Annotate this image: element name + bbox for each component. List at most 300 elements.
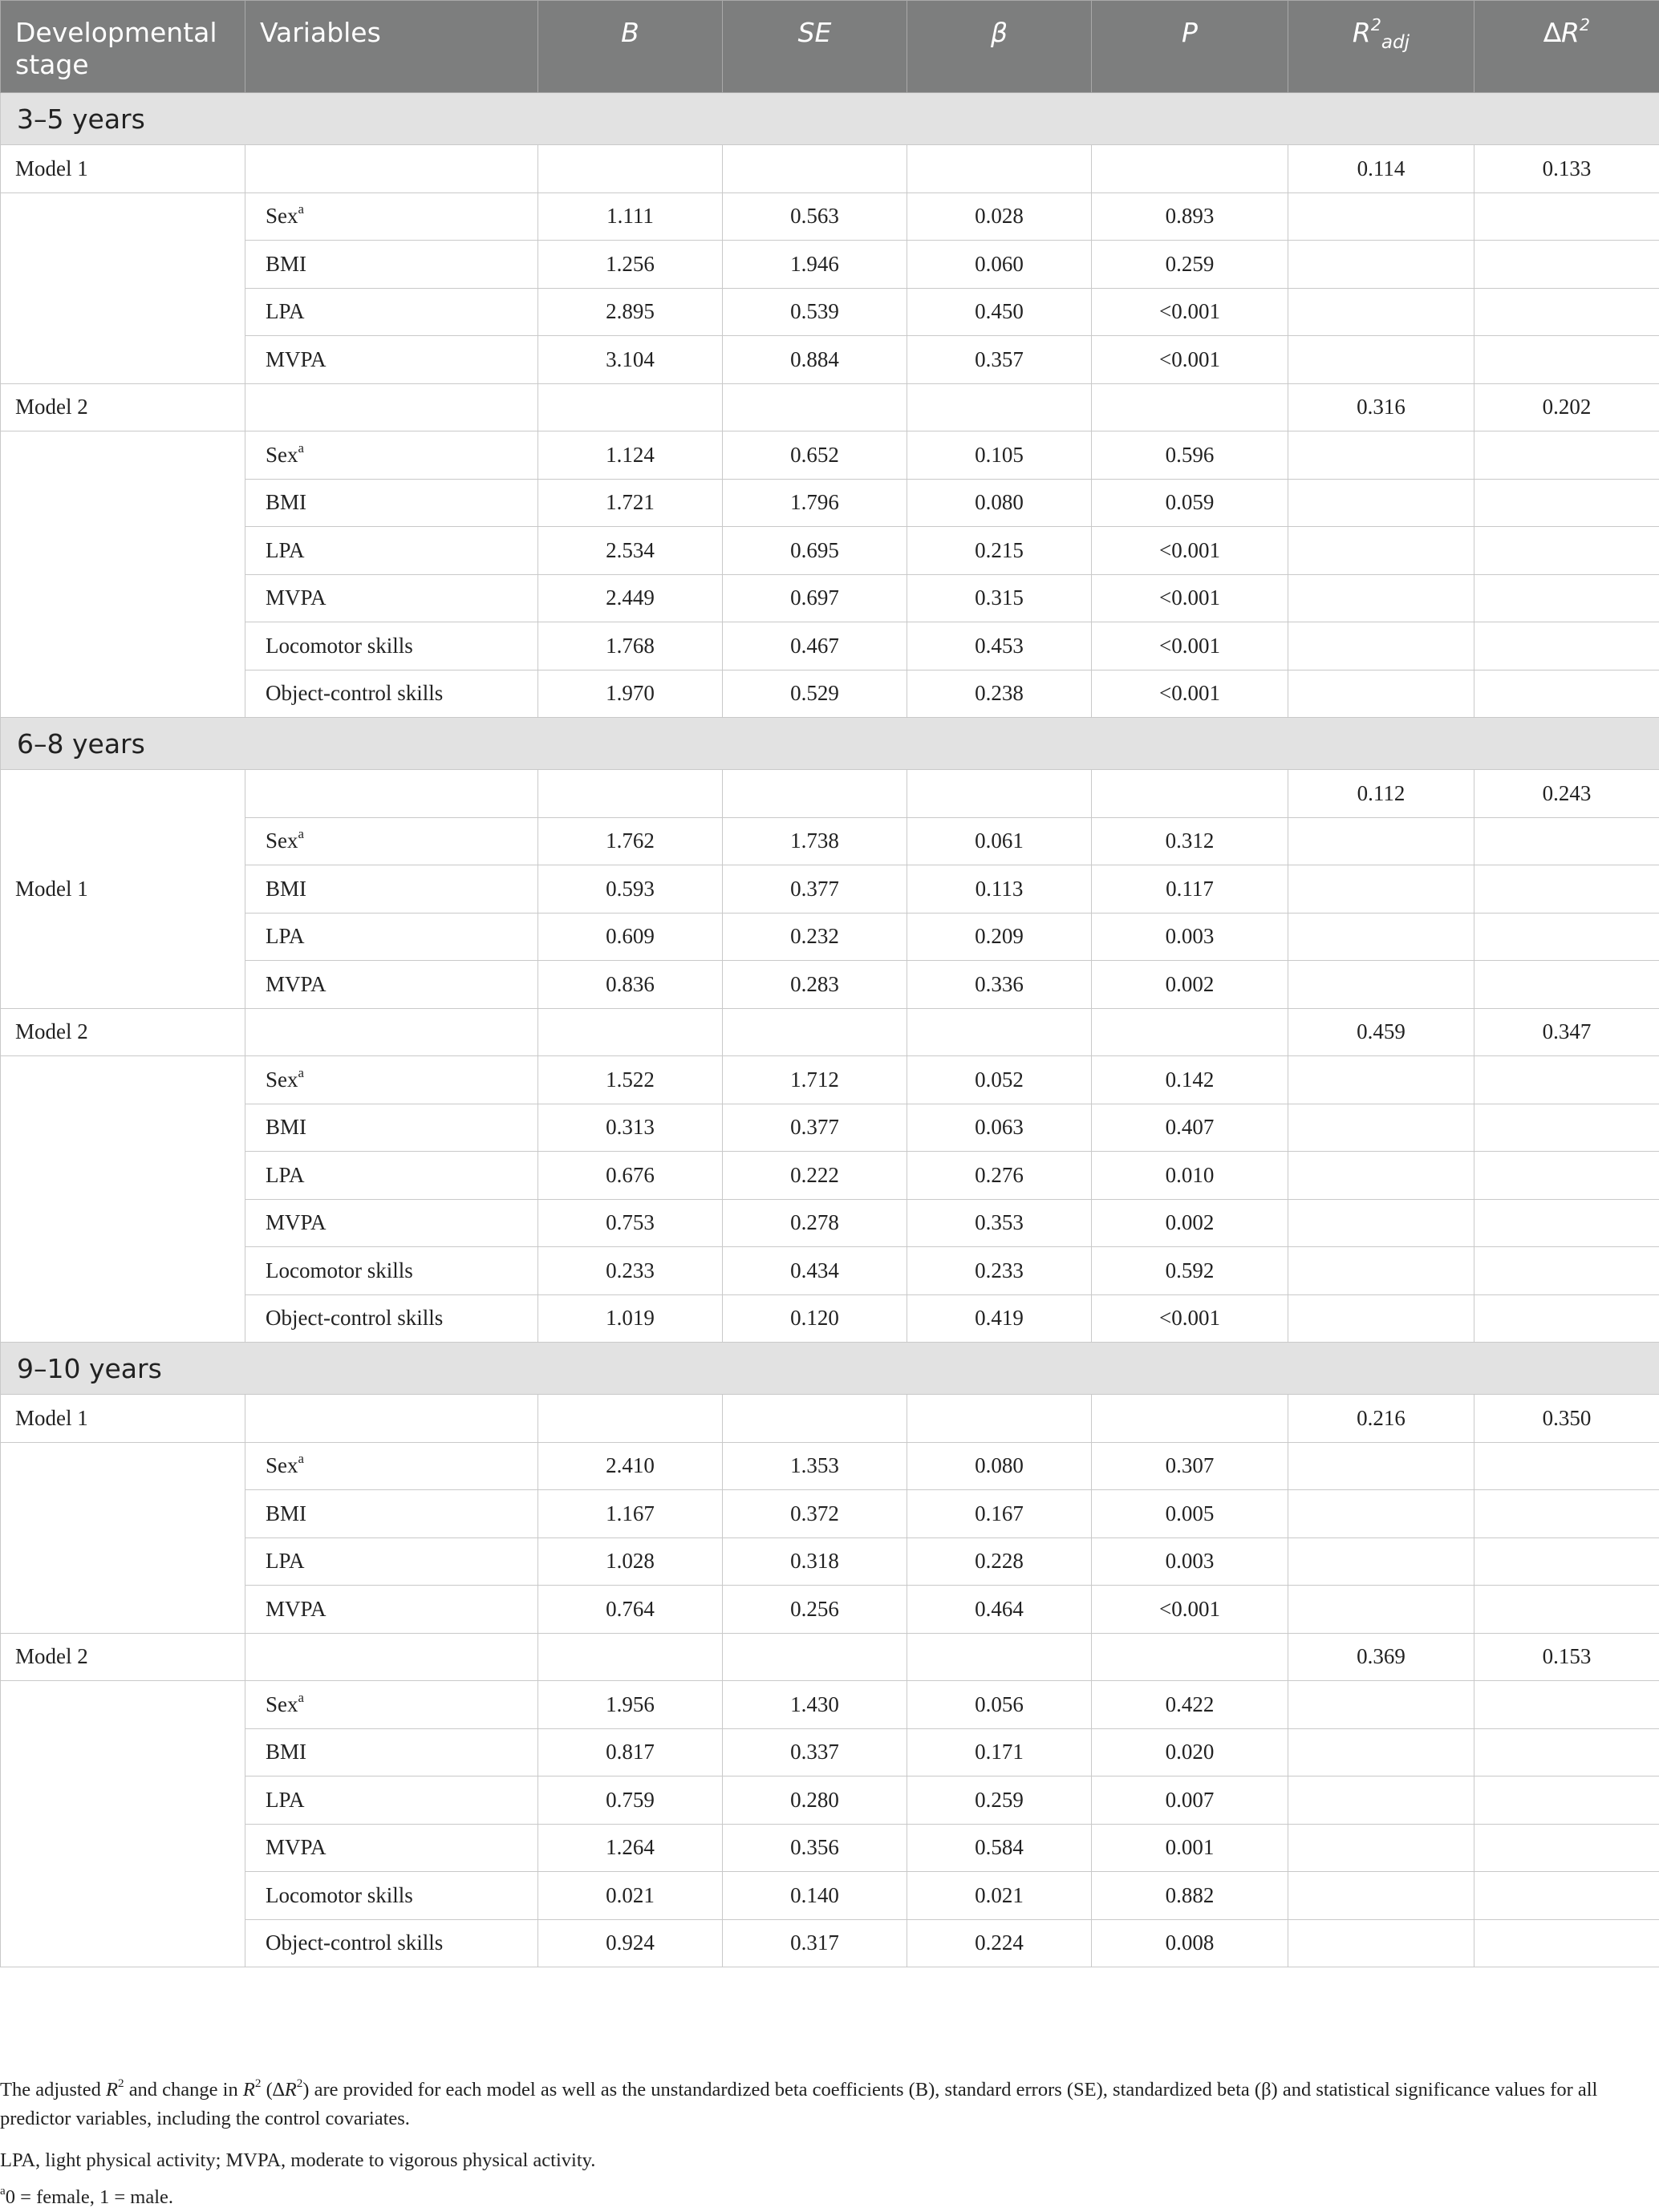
- stage-row: [1, 93, 1659, 145]
- footnote-superscript: 2: [118, 2076, 124, 2090]
- se-value: 0.563: [723, 192, 907, 241]
- model-blank-cell: [1, 1442, 245, 1633]
- se-value: 1.796: [723, 479, 907, 527]
- variable-name: Locomotor skills: [266, 1883, 413, 1907]
- empty-cell: [907, 1008, 1092, 1056]
- beta-value: 0.315: [907, 574, 1092, 622]
- empty-cell: [1288, 817, 1474, 865]
- table-row: [1, 1490, 1659, 1538]
- p-value: <0.001: [1092, 1294, 1288, 1343]
- variable-cell: [245, 1199, 538, 1247]
- se-value: 0.434: [723, 1247, 907, 1295]
- beta-value: 0.450: [907, 288, 1092, 336]
- beta-value: 0.080: [907, 1442, 1092, 1490]
- p-value: <0.001: [1092, 574, 1288, 622]
- table-row: [1, 574, 1659, 622]
- empty-cell: [1474, 1490, 1659, 1538]
- b-value: 1.019: [538, 1294, 723, 1343]
- se-value: 0.467: [723, 622, 907, 670]
- b-value: 1.167: [538, 1490, 723, 1538]
- se-value: 0.652: [723, 431, 907, 480]
- empty-cell: [1288, 336, 1474, 384]
- p-value: 0.002: [1092, 1199, 1288, 1247]
- se-value: 0.884: [723, 336, 907, 384]
- b-value: 0.764: [538, 1586, 723, 1634]
- empty-cell: [723, 145, 907, 193]
- delta-r2-value: 0.202: [1474, 383, 1659, 431]
- model-blank-cell: [1, 192, 245, 383]
- r2-adj-value: 0.216: [1288, 1395, 1474, 1443]
- empty-cell: [1474, 192, 1659, 241]
- se-value: 0.372: [723, 1490, 907, 1538]
- p-value: <0.001: [1092, 670, 1288, 718]
- variable-name: BMI: [266, 1115, 306, 1139]
- b-value: 1.522: [538, 1056, 723, 1104]
- variable-cell: [245, 527, 538, 575]
- empty-cell: [1474, 1294, 1659, 1343]
- b-value: 0.924: [538, 1919, 723, 1967]
- empty-cell: [1474, 817, 1659, 865]
- b-value: 1.970: [538, 670, 723, 718]
- variable-cell: [245, 431, 538, 480]
- variable-name: MVPA: [266, 347, 327, 371]
- variable-name: LPA: [266, 299, 305, 323]
- empty-cell: [1474, 1056, 1659, 1104]
- empty-cell: [1092, 1395, 1288, 1443]
- empty-cell: [1474, 1442, 1659, 1490]
- empty-cell: [1288, 1056, 1474, 1104]
- p-value: 0.002: [1092, 961, 1288, 1009]
- header-p: P: [1092, 1, 1288, 93]
- variable-cell: [245, 1586, 538, 1634]
- empty-cell: [1474, 1199, 1659, 1247]
- header-delta-r2-sup: 2: [1580, 15, 1590, 34]
- se-value: 0.222: [723, 1152, 907, 1200]
- beta-value: 0.464: [907, 1586, 1092, 1634]
- p-value: <0.001: [1092, 288, 1288, 336]
- b-value: 1.028: [538, 1537, 723, 1586]
- empty-cell: [1474, 288, 1659, 336]
- model-row: [1, 1633, 1659, 1681]
- p-value: 0.007: [1092, 1776, 1288, 1825]
- footnote-text: (∆: [261, 2079, 284, 2101]
- empty-cell: [1092, 770, 1288, 818]
- r2-adj-value: 0.369: [1288, 1633, 1474, 1681]
- table-row: [1, 1442, 1659, 1490]
- table-row: [1, 1919, 1659, 1967]
- empty-cell: [1288, 1681, 1474, 1729]
- empty-cell: [1288, 1247, 1474, 1295]
- se-value: 0.695: [723, 527, 907, 575]
- variable-cell: [245, 865, 538, 914]
- empty-cell: [1092, 383, 1288, 431]
- variable-cell: [245, 192, 538, 241]
- variable-cell: [245, 1681, 538, 1729]
- p-value: 0.020: [1092, 1728, 1288, 1776]
- empty-cell: [907, 1633, 1092, 1681]
- empty-cell: [1474, 913, 1659, 961]
- empty-cell: [1288, 1199, 1474, 1247]
- variable-cell: [245, 479, 538, 527]
- b-value: 2.410: [538, 1442, 723, 1490]
- se-value: 0.356: [723, 1824, 907, 1872]
- b-value: 0.676: [538, 1152, 723, 1200]
- empty-cell: [1288, 1537, 1474, 1586]
- se-value: 0.317: [723, 1919, 907, 1967]
- variable-cell: [245, 913, 538, 961]
- variable-name: Locomotor skills: [266, 1258, 413, 1282]
- p-value: <0.001: [1092, 527, 1288, 575]
- table-row: [1, 1104, 1659, 1152]
- p-value: 0.003: [1092, 1537, 1288, 1586]
- variable-superscript: a: [298, 1690, 304, 1705]
- empty-cell: [1288, 961, 1474, 1009]
- empty-cell: [538, 770, 723, 818]
- variable-name: BMI: [266, 1501, 306, 1525]
- empty-cell: [1288, 670, 1474, 718]
- header-se: SE: [723, 1, 907, 93]
- variable-cell: [245, 1919, 538, 1967]
- empty-cell: [723, 383, 907, 431]
- empty-cell: [245, 1633, 538, 1681]
- empty-cell: [1474, 527, 1659, 575]
- header-variables: Variables: [245, 1, 538, 93]
- delta-r2-value: 0.243: [1474, 770, 1659, 818]
- empty-cell: [1288, 1104, 1474, 1152]
- table-row: [1, 431, 1659, 480]
- se-value: 0.256: [723, 1586, 907, 1634]
- model-blank-cell: [1, 1681, 245, 1967]
- stage-label: 3–5 years: [1, 93, 1659, 145]
- variable-cell: [245, 1442, 538, 1490]
- model-label: Model 2: [1, 383, 245, 431]
- b-value: 1.762: [538, 817, 723, 865]
- table-row: [1, 961, 1659, 1009]
- empty-cell: [538, 145, 723, 193]
- empty-cell: [1288, 1728, 1474, 1776]
- empty-cell: [907, 383, 1092, 431]
- beta-value: 0.357: [907, 336, 1092, 384]
- variable-name: Sex: [266, 204, 298, 228]
- variable-name: Sex: [266, 1453, 298, 1477]
- b-value: 0.817: [538, 1728, 723, 1776]
- p-value: 0.407: [1092, 1104, 1288, 1152]
- variable-cell: [245, 574, 538, 622]
- empty-cell: [1474, 479, 1659, 527]
- table-row: [1, 1294, 1659, 1343]
- beta-value: 0.276: [907, 1152, 1092, 1200]
- table-row: [1, 670, 1659, 718]
- p-value: 0.010: [1092, 1152, 1288, 1200]
- empty-cell: [907, 145, 1092, 193]
- footnote-text: 0 = female, 1 = male.: [6, 2186, 173, 2208]
- variable-cell: [245, 1728, 538, 1776]
- empty-cell: [1474, 1728, 1659, 1776]
- beta-value: 0.228: [907, 1537, 1092, 1586]
- empty-cell: [1092, 1008, 1288, 1056]
- table-row: [1, 192, 1659, 241]
- empty-cell: [1474, 1247, 1659, 1295]
- p-value: 0.596: [1092, 431, 1288, 480]
- table-row: [1, 479, 1659, 527]
- variable-cell: [245, 961, 538, 1009]
- empty-cell: [1288, 1824, 1474, 1872]
- variable-cell: [245, 670, 538, 718]
- table-row: [1, 527, 1659, 575]
- variable-name: LPA: [266, 1549, 305, 1573]
- p-value: 0.422: [1092, 1681, 1288, 1729]
- model-label: Model 2: [1, 1008, 245, 1056]
- p-value: 0.142: [1092, 1056, 1288, 1104]
- table-row: [1, 1776, 1659, 1825]
- empty-cell: [1288, 865, 1474, 914]
- empty-cell: [1474, 1776, 1659, 1825]
- variable-name: Sex: [266, 828, 298, 853]
- table-row: [1, 1247, 1659, 1295]
- empty-cell: [245, 145, 538, 193]
- se-value: 0.280: [723, 1776, 907, 1825]
- variable-cell: [245, 1824, 538, 1872]
- table-header: [1, 1, 1659, 93]
- variable-name: MVPA: [266, 972, 327, 996]
- variable-name: LPA: [266, 924, 305, 948]
- delta-r2-value: 0.153: [1474, 1633, 1659, 1681]
- variable-superscript: a: [298, 1065, 304, 1080]
- b-value: 2.534: [538, 527, 723, 575]
- se-value: 0.697: [723, 574, 907, 622]
- variable-cell: [245, 1776, 538, 1825]
- se-value: 1.712: [723, 1056, 907, 1104]
- se-value: 0.539: [723, 288, 907, 336]
- footnote-r-symbol: R: [285, 2079, 297, 2101]
- p-value: 0.003: [1092, 913, 1288, 961]
- table-row: [1, 1824, 1659, 1872]
- p-value: 0.882: [1092, 1872, 1288, 1920]
- empty-cell: [1474, 1681, 1659, 1729]
- table-row: [1, 1199, 1659, 1247]
- model-row: [1, 770, 1659, 818]
- empty-cell: [1288, 1919, 1474, 1967]
- p-value: 0.005: [1092, 1490, 1288, 1538]
- empty-cell: [1288, 622, 1474, 670]
- beta-value: 0.171: [907, 1728, 1092, 1776]
- se-value: 0.140: [723, 1872, 907, 1920]
- b-value: 2.895: [538, 288, 723, 336]
- beta-value: 0.105: [907, 431, 1092, 480]
- b-value: 0.753: [538, 1199, 723, 1247]
- se-value: 0.318: [723, 1537, 907, 1586]
- model-label: Model 1: [1, 770, 245, 1009]
- variable-name: Sex: [266, 1068, 298, 1092]
- variable-superscript: a: [298, 440, 304, 456]
- table-row: [1, 1056, 1659, 1104]
- empty-cell: [538, 1633, 723, 1681]
- empty-cell: [1288, 1442, 1474, 1490]
- se-value: 0.283: [723, 961, 907, 1009]
- table-row: [1, 1872, 1659, 1920]
- table-row: [1, 1728, 1659, 1776]
- header-beta: β: [907, 1, 1092, 93]
- se-value: 0.377: [723, 865, 907, 914]
- beta-value: 0.584: [907, 1824, 1092, 1872]
- stage-label: 9–10 years: [1, 1343, 1659, 1395]
- empty-cell: [1474, 1919, 1659, 1967]
- table-row: [1, 865, 1659, 914]
- table-row: [1, 913, 1659, 961]
- p-value: 0.059: [1092, 479, 1288, 527]
- table-row: [1, 1681, 1659, 1729]
- footnote-r-symbol: R: [106, 2079, 118, 2101]
- table-row: [1, 1152, 1659, 1200]
- footnote-sex-coding: [0, 2183, 1653, 2212]
- empty-cell: [723, 1008, 907, 1056]
- model-blank-cell: [1, 1056, 245, 1343]
- table-body: [1, 93, 1659, 1967]
- variable-cell: [245, 336, 538, 384]
- empty-cell: [1474, 961, 1659, 1009]
- header-r2-adj-sub: adj: [1381, 32, 1410, 53]
- variable-cell: [245, 1872, 538, 1920]
- variable-name: MVPA: [266, 1835, 327, 1859]
- b-value: 0.021: [538, 1872, 723, 1920]
- footnote-superscript: 2: [297, 2076, 303, 2090]
- footnote-text: The adjusted: [0, 2079, 106, 2101]
- variable-name: BMI: [266, 252, 306, 276]
- b-value: 0.593: [538, 865, 723, 914]
- se-value: 0.337: [723, 1728, 907, 1776]
- empty-cell: [1474, 336, 1659, 384]
- empty-cell: [1474, 1872, 1659, 1920]
- empty-cell: [1288, 1776, 1474, 1825]
- beta-value: 0.021: [907, 1872, 1092, 1920]
- variable-name: Object-control skills: [266, 1306, 443, 1330]
- variable-cell: [245, 241, 538, 289]
- b-value: 0.233: [538, 1247, 723, 1295]
- header-r2-adj: [1288, 1, 1474, 93]
- beta-value: 0.167: [907, 1490, 1092, 1538]
- table-row: [1, 288, 1659, 336]
- variable-name: MVPA: [266, 1597, 327, 1621]
- empty-cell: [1474, 431, 1659, 480]
- p-value: <0.001: [1092, 336, 1288, 384]
- empty-cell: [1288, 913, 1474, 961]
- empty-cell: [1474, 1537, 1659, 1586]
- empty-cell: [1474, 1586, 1659, 1634]
- delta-r2-value: 0.350: [1474, 1395, 1659, 1443]
- empty-cell: [907, 770, 1092, 818]
- b-value: 1.111: [538, 192, 723, 241]
- variable-cell: [245, 1247, 538, 1295]
- empty-cell: [245, 1395, 538, 1443]
- empty-cell: [538, 1395, 723, 1443]
- empty-cell: [723, 770, 907, 818]
- table-row: [1, 336, 1659, 384]
- beta-value: 0.028: [907, 192, 1092, 241]
- b-value: 1.264: [538, 1824, 723, 1872]
- b-value: 1.721: [538, 479, 723, 527]
- r2-adj-value: 0.112: [1288, 770, 1474, 818]
- beta-value: 0.453: [907, 622, 1092, 670]
- beta-value: 0.353: [907, 1199, 1092, 1247]
- p-value: 0.117: [1092, 865, 1288, 914]
- se-value: 0.232: [723, 913, 907, 961]
- table-row: [1, 817, 1659, 865]
- variable-cell: [245, 1490, 538, 1538]
- variable-name: LPA: [266, 538, 305, 562]
- se-value: 0.278: [723, 1199, 907, 1247]
- b-value: 1.124: [538, 431, 723, 480]
- empty-cell: [1288, 1490, 1474, 1538]
- se-value: 0.377: [723, 1104, 907, 1152]
- b-value: 1.956: [538, 1681, 723, 1729]
- beta-value: 0.080: [907, 479, 1092, 527]
- empty-cell: [1288, 479, 1474, 527]
- p-value: 0.259: [1092, 241, 1288, 289]
- delta-r2-value: 0.347: [1474, 1008, 1659, 1056]
- empty-cell: [1474, 574, 1659, 622]
- beta-value: 0.113: [907, 865, 1092, 914]
- b-value: 0.609: [538, 913, 723, 961]
- p-value: 0.592: [1092, 1247, 1288, 1295]
- p-value: <0.001: [1092, 622, 1288, 670]
- beta-value: 0.224: [907, 1919, 1092, 1967]
- r2-adj-value: 0.316: [1288, 383, 1474, 431]
- empty-cell: [1288, 288, 1474, 336]
- empty-cell: [1474, 1824, 1659, 1872]
- empty-cell: [1474, 622, 1659, 670]
- beta-value: 0.063: [907, 1104, 1092, 1152]
- empty-cell: [1288, 241, 1474, 289]
- empty-cell: [245, 1008, 538, 1056]
- b-value: 2.449: [538, 574, 723, 622]
- empty-cell: [1092, 1633, 1288, 1681]
- variable-name: BMI: [266, 490, 306, 514]
- header-b: B: [538, 1, 723, 93]
- r2-adj-value: 0.459: [1288, 1008, 1474, 1056]
- p-value: 0.307: [1092, 1442, 1288, 1490]
- variable-name: BMI: [266, 877, 306, 901]
- empty-cell: [1288, 1872, 1474, 1920]
- footnote-text: ) are provided for each model as well as the unstandardized beta coefficients (B), standard errors (SE), standardized beta (β) and statistical significance values for all predictor variables, including the control covariates.: [0, 2079, 1597, 2129]
- se-value: 1.946: [723, 241, 907, 289]
- header-r2-adj-base: R: [1353, 17, 1371, 48]
- header-r2-adj-sup: 2: [1371, 15, 1381, 34]
- se-value: 1.430: [723, 1681, 907, 1729]
- table-row: [1, 1586, 1659, 1634]
- se-value: 0.529: [723, 670, 907, 718]
- empty-cell: [1288, 1586, 1474, 1634]
- variable-name: LPA: [266, 1788, 305, 1812]
- se-value: 0.120: [723, 1294, 907, 1343]
- empty-cell: [245, 383, 538, 431]
- empty-cell: [723, 1633, 907, 1681]
- empty-cell: [538, 383, 723, 431]
- table-row: [1, 622, 1659, 670]
- beta-value: 0.233: [907, 1247, 1092, 1295]
- variable-name: Sex: [266, 443, 298, 467]
- model-row: [1, 383, 1659, 431]
- variable-name: Locomotor skills: [266, 634, 413, 658]
- beta-value: 0.238: [907, 670, 1092, 718]
- empty-cell: [1288, 1152, 1474, 1200]
- p-value: 0.001: [1092, 1824, 1288, 1872]
- variable-name: MVPA: [266, 1210, 327, 1234]
- se-value: 1.353: [723, 1442, 907, 1490]
- empty-cell: [1474, 670, 1659, 718]
- model-label: Model 1: [1, 1395, 245, 1443]
- se-value: 1.738: [723, 817, 907, 865]
- variable-cell: [245, 1056, 538, 1104]
